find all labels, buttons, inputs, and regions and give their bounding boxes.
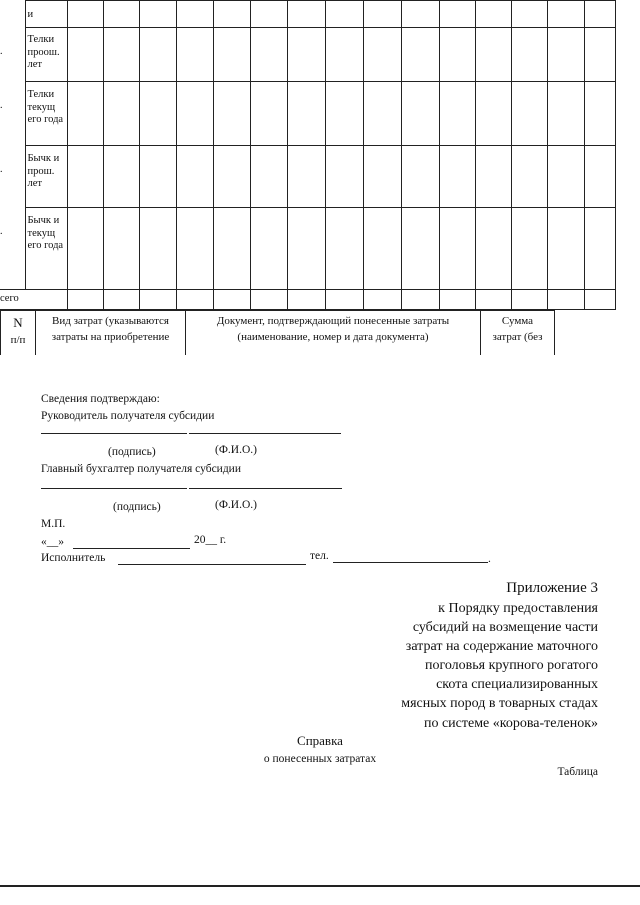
accountant-signature-label: (подпись): [113, 501, 161, 513]
table-label: Таблица: [557, 766, 598, 778]
head-signature-label: (подпись): [108, 446, 156, 458]
table-row: [0, 290, 615, 310]
expenses-table: [0, 310, 555, 355]
head-name-label: (Ф.И.О.): [215, 444, 257, 456]
row-label: Телки текущ его года: [25, 82, 67, 146]
row-label: Бычк и текущ его года: [25, 208, 67, 290]
appendix-line: мясных пород в товарных стадах: [401, 696, 598, 712]
table-row: . Бычк и прош. лет: [0, 146, 615, 208]
appendix-line: поголовья крупного рогатого: [424, 658, 598, 674]
header-sum: Сумма затрат (без: [481, 311, 555, 356]
date-year: 20__ г.: [194, 534, 227, 546]
row-label: Бычк и прош. лет: [25, 146, 67, 208]
performer-label: Исполнитель: [41, 552, 106, 564]
appendix-line: скота специализированных: [436, 677, 598, 693]
accountant-title: Главный бухгалтер получателя субсидии: [41, 463, 241, 475]
header-cost-type: Вид затрат (указываются затраты на приобретение: [36, 311, 186, 356]
appendix-line: к Порядку предоставления: [438, 600, 598, 616]
table-row: [0, 1, 615, 28]
table-header-row: [1, 311, 555, 356]
table-row: . Телки проош. лет: [0, 28, 615, 82]
head-title: Руководитель получателя субсидии: [41, 410, 215, 422]
header-document: Документ, подтверждающий понесенные затраты (наименование, номер и дата документа): [186, 311, 481, 356]
phone-line: [333, 562, 488, 563]
appendix-line: по системе «корова-теленок»: [423, 715, 598, 731]
head-name-line: [189, 433, 341, 434]
certificate-title: Справка: [297, 733, 343, 748]
accountant-name-line: [189, 488, 342, 489]
certificate-subtitle: о понесенных затратах: [263, 753, 377, 765]
phone-end-mark: .: [488, 553, 491, 565]
date-month-line: [73, 548, 190, 549]
confirm-heading: Сведения подтверждаю:: [41, 393, 160, 405]
head-signature-line: [41, 433, 187, 434]
accountant-name-label: (Ф.И.О.): [215, 499, 257, 511]
performer-line: [118, 564, 306, 565]
appendix-line: затрат на содержание маточного: [405, 638, 598, 654]
livestock-table: [0, 0, 616, 310]
row-label: Телки проош. лет: [25, 28, 67, 82]
accountant-signature-line: [41, 488, 187, 489]
appendix-line: субсидий на возмещение части: [412, 619, 598, 635]
total-row-label: сего: [0, 290, 67, 310]
appendix-header: [338, 578, 598, 733]
date-day: «__»: [41, 536, 64, 548]
table-row: . Бычк и текущ его года: [0, 208, 615, 290]
table-row: . Телки текущ его года: [0, 82, 615, 146]
page-bottom-rule: [0, 885, 640, 887]
stamp-label: М.П.: [41, 518, 66, 530]
header-number: N п/п: [1, 311, 36, 356]
appendix-title: Приложение 3: [506, 580, 598, 596]
row-label: и: [25, 1, 67, 28]
phone-label: тел.: [310, 550, 329, 562]
